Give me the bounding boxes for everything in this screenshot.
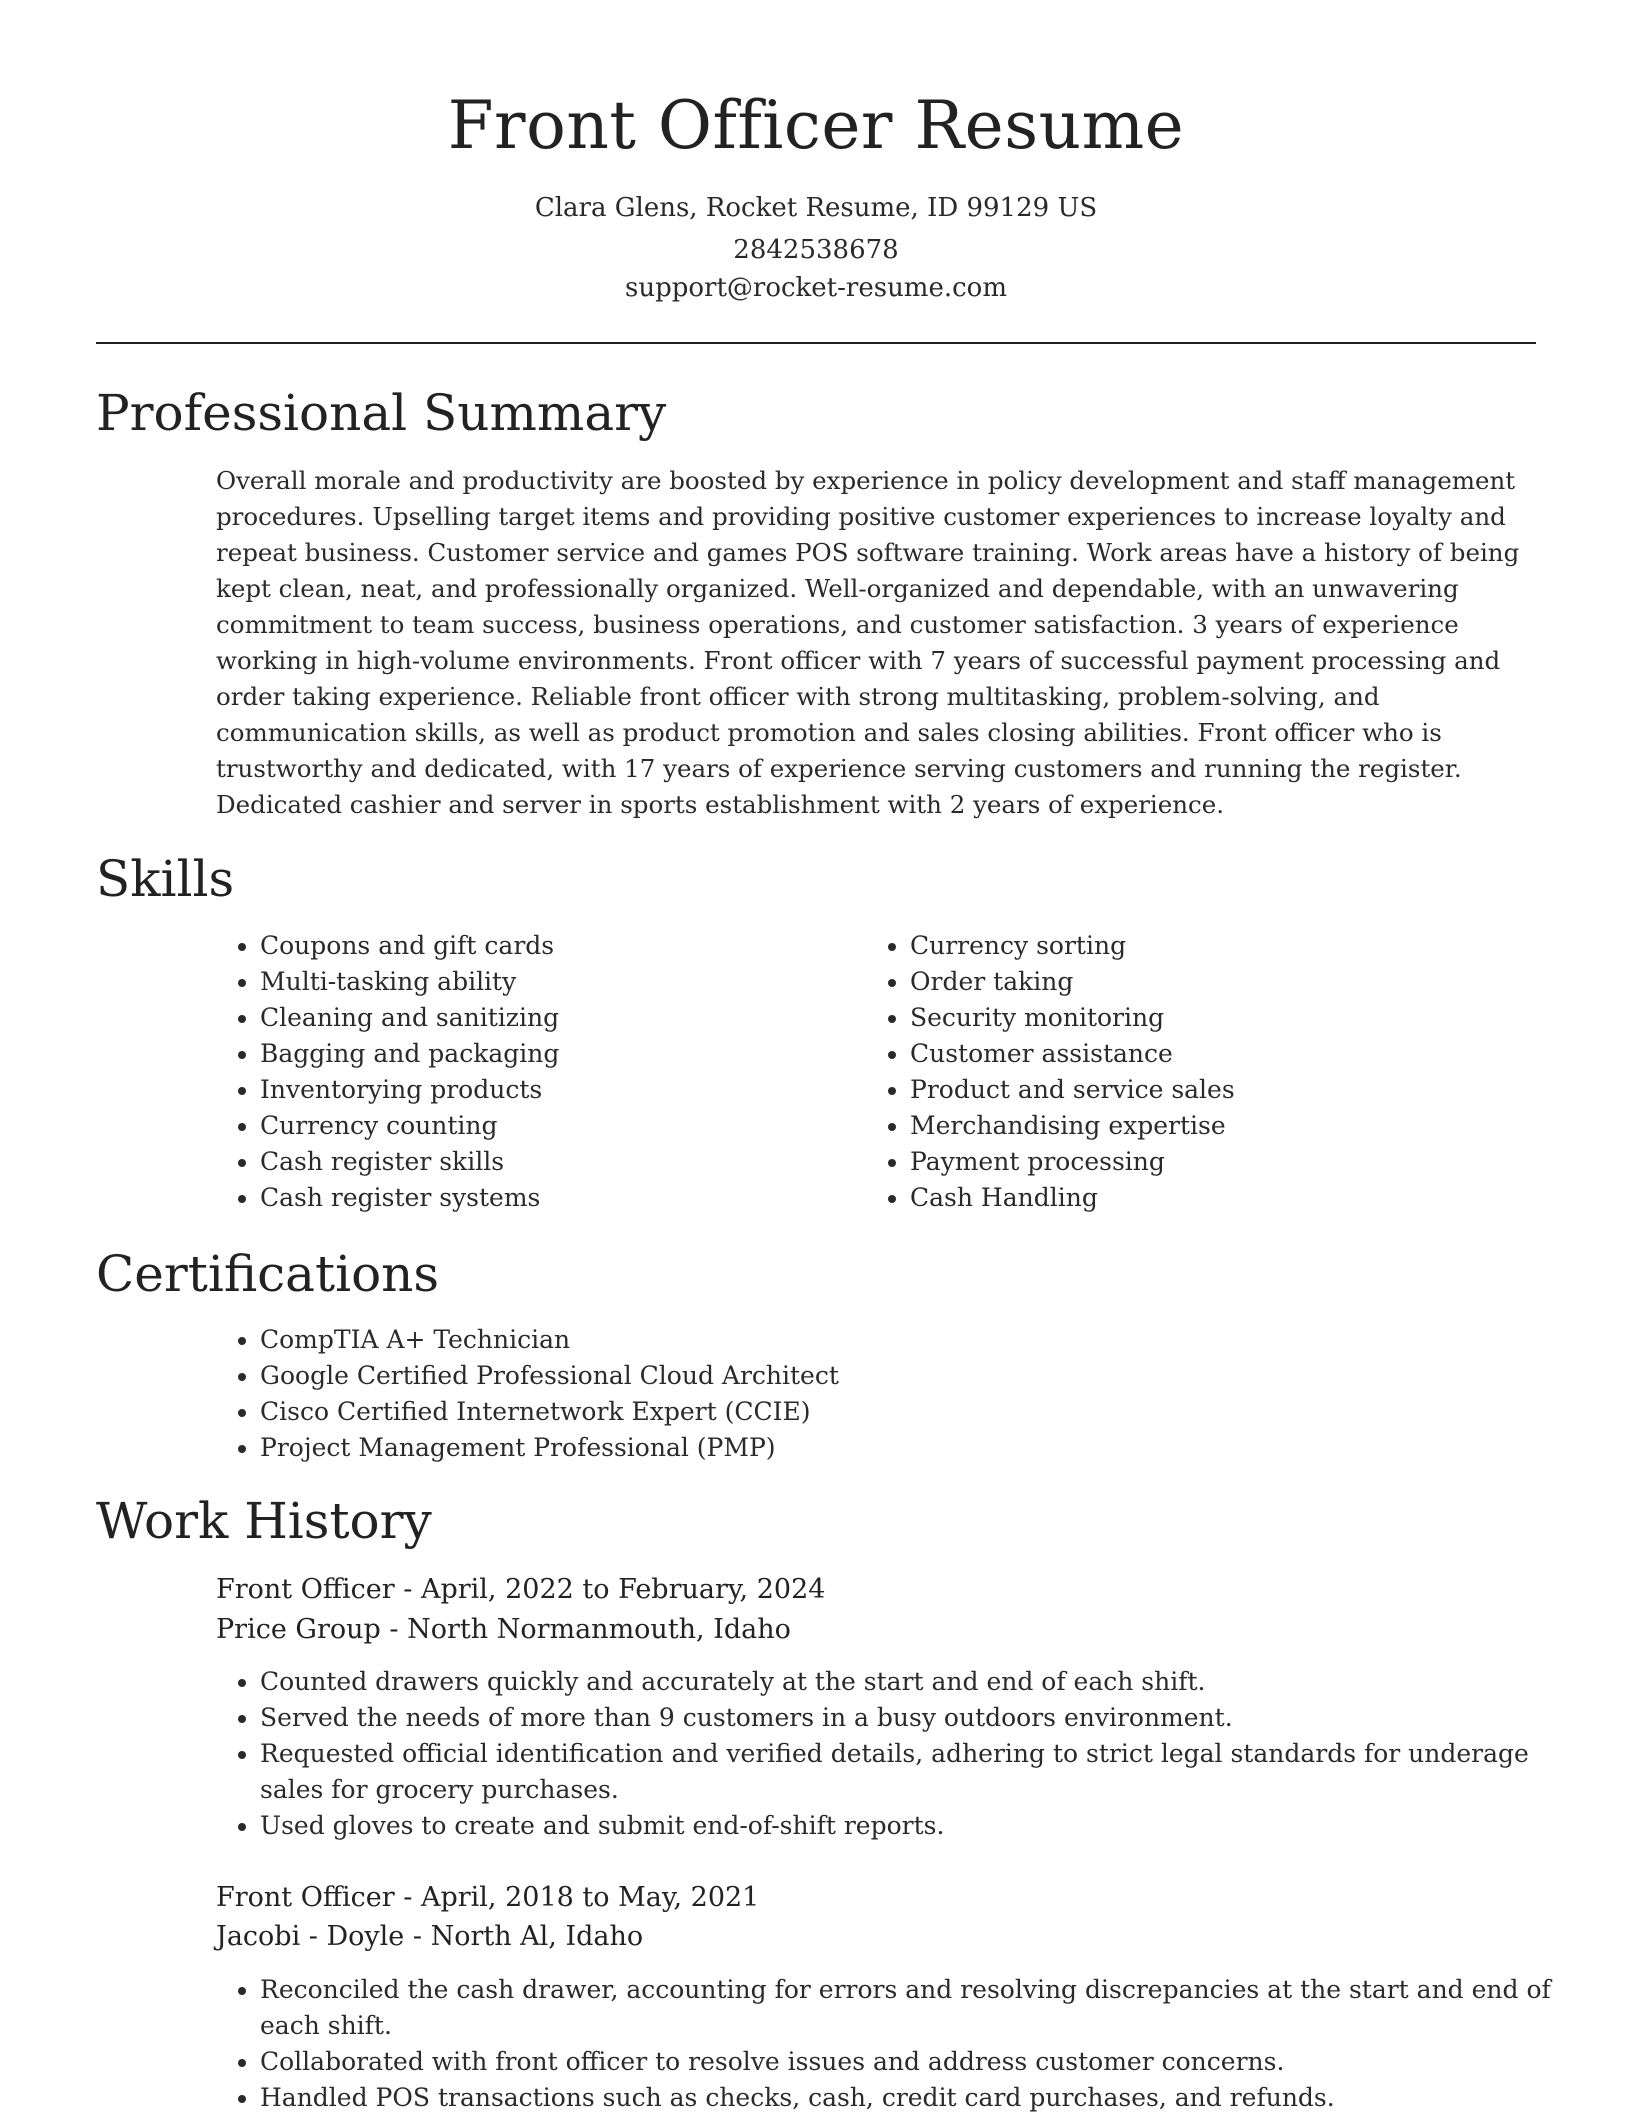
certifications-heading: Certifications [96,1245,440,1303]
certification-item: • CompTIA A+ Technician [260,1322,1580,1358]
contact-address: Clara Glens, Rocket Resume, ID 99129 US [534,193,1098,223]
job-company-line: Jacobi - Doyle - North Al, Idaho [216,1921,644,1952]
skill-item: • Cash register systems [260,1180,860,1216]
job-bullet: • Handled POS transactions such as checks, cash, credit card purchases, and refunds. [260,2080,1580,2116]
job-title-line: Front Officer - April, 2018 to May, 2021 [216,1882,760,1913]
skill-item: • Bagging and packaging [260,1036,860,1072]
job-bullet: • Reconciled the cash drawer, accounting for errors and resolving discrepancies at the start and end of each shift. [260,1972,1580,2044]
skill-item: • Product and service sales [910,1072,1510,1108]
skill-item: • Customer assistance [910,1036,1510,1072]
job-company-line: Price Group - North Normanmouth, Idaho [216,1614,791,1645]
skill-item: • Currency sorting [910,928,1510,964]
summary-text-block [216,463,1536,823]
job-title-line: Front Officer - April, 2022 to February, 2024 [216,1574,826,1605]
skill-item: • Order taking [910,964,1510,1000]
skill-item: • Security monitoring [910,1000,1510,1036]
skills-list-left [216,928,860,1216]
contact-phone: 2842538678 [733,235,899,265]
skill-item: • Merchandising expertise [910,1108,1510,1144]
skill-item: • Cash register skills [260,1144,860,1180]
resume-title: Front Officer Resume [447,87,1185,164]
work-history-heading: Work History [96,1492,432,1550]
skill-item: • Payment processing [910,1144,1510,1180]
job-bullet: • Used gloves to create and submit end-of-shift reports. [260,1808,1580,1844]
skill-item: • Cash Handling [910,1180,1510,1216]
job-bullets [216,1664,1580,1844]
skills-heading: Skills [96,850,235,908]
certifications-list [216,1322,1580,1466]
skill-item: • Inventorying products [260,1072,860,1108]
contact-email: support@rocket-resume.com [624,273,1007,303]
job-bullets [216,1972,1580,2116]
job-bullet: • Requested official identification and verified details, adhering to strict legal standards for underage sales for grocery purchases. [260,1736,1580,1808]
skill-item: • Multi-tasking ability [260,964,860,1000]
job-bullet: • Collaborated with front officer to resolve issues and address customer concerns. [260,2044,1580,2080]
skill-item: • Cleaning and sanitizing [260,1000,860,1036]
certification-item: • Google Certified Professional Cloud Architect [260,1358,1580,1394]
certification-item: • Cisco Certified Internetwork Expert (CCIE) [260,1394,1580,1430]
summary-heading: Professional Summary [96,384,667,442]
header-divider [96,342,1536,344]
job-bullet: • Counted drawers quickly and accurately at the start and end of each shift. [260,1664,1580,1700]
certification-item: • Project Management Professional (PMP) [260,1430,1580,1466]
skill-item: • Currency counting [260,1108,860,1144]
skills-list-right [866,928,1510,1216]
summary-text: Overall morale and productivity are boosted by experience in policy development and staff management procedures. Upselling target items and providing positive customer experiences to increase loyalty and repeat business. Customer service and games POS software training. Work areas have a history of being kept clean, neat, and professionally organized. Well-organized and dependable, with an unwavering commitment to team success, business operations, and customer satisfaction. 3 years of experience working in high-volume environments. Front officer with 7 years of successful payment processing and order taking experience. Reliable front officer with strong multitasking, problem-solving, and communication skills, as well as product promotion and sales closing abilities. Front officer who is trustworthy and dedicated, with 17 years of experience serving customers and running the register. Dedicated cashier and server in sports establishment with 2 years of experience. [216,466,1520,819]
skill-item: • Coupons and gift cards [260,928,860,964]
job-bullet: • Served the needs of more than 9 customers in a busy outdoors environment. [260,1700,1580,1736]
